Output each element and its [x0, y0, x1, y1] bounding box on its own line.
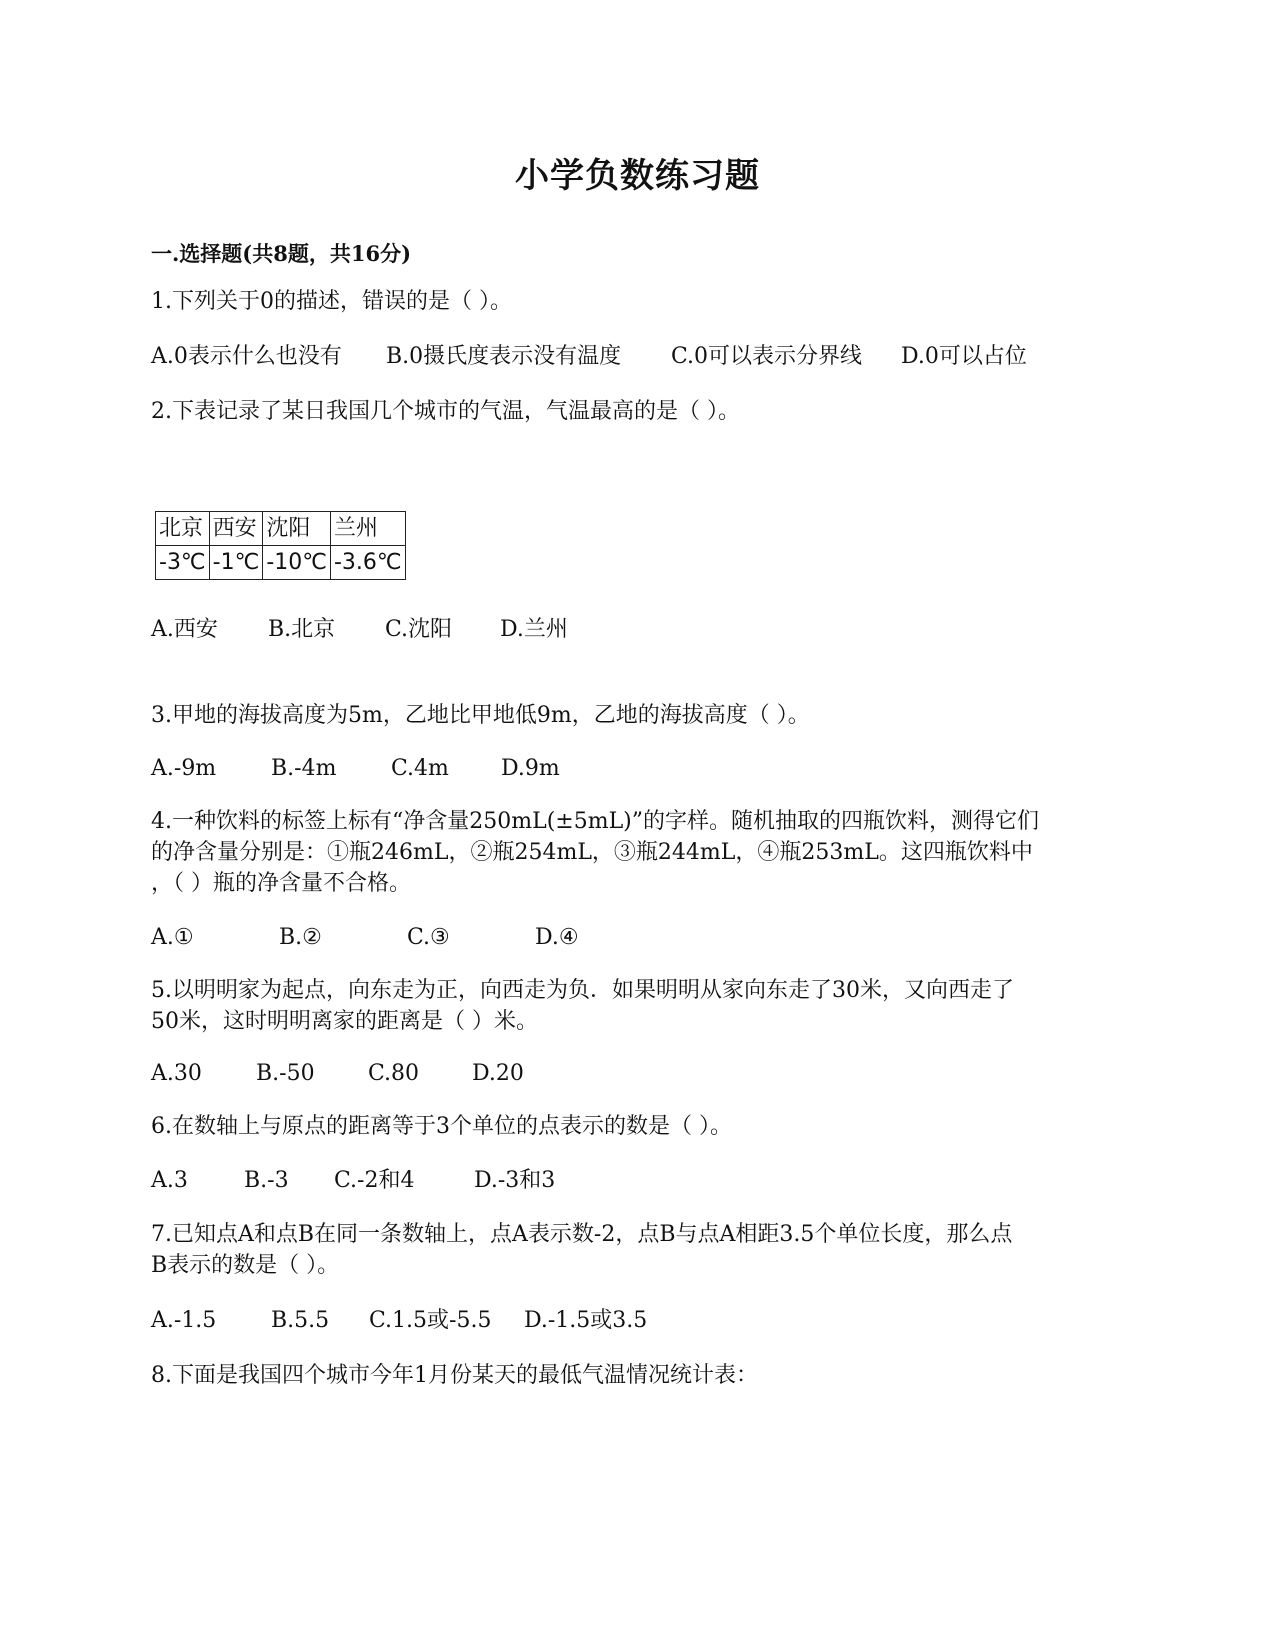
question-1-options [151, 341, 1027, 372]
table-cell: -1℃ [209, 546, 263, 580]
option-d: D.0可以占位 [901, 344, 1027, 369]
table-row-cities [156, 512, 406, 546]
question-4-stem-line-2: 的净含量分别是：①瓶246mL，②瓶254mL，③瓶244mL，④瓶253mL。这四瓶饮料中 [151, 840, 1033, 865]
question-8-stem: 8.下面是我国四个城市今年1月份某天的最低气温情况统计表： [151, 1363, 758, 1388]
option-c: C.0可以表示分界线 [671, 344, 863, 369]
question-5-options [151, 1058, 524, 1089]
question-2-options [151, 614, 568, 645]
table-row-temps [156, 546, 406, 580]
option-b: B.-3 [244, 1168, 289, 1193]
question-5-stem-line-2: 50米，这时明明离家的距离是（ ）米。 [151, 1009, 538, 1034]
option-a: A.30 [151, 1061, 202, 1086]
option-a: A.3 [151, 1168, 188, 1193]
question-5-stem-line-1: 5.以明明家为起点，向东走为正，向西走为负．如果明明从家向东走了30米，又向西走了 [151, 978, 1014, 1003]
question-4-stem-line-3: ，（ ）瓶的净含量不合格。 [151, 871, 411, 896]
table-cell: 沈阳 [263, 512, 331, 546]
option-a: A.西安 [151, 617, 218, 642]
option-d: D.9m [501, 756, 560, 781]
question-7-stem-line-1: 7.已知点A和点B在同一条数轴上，点A表示数-2，点B与点A相距3.5个单位长度，那么点 [151, 1222, 1013, 1247]
option-b: B.北京 [268, 617, 336, 642]
option-d: D.-1.5或3.5 [524, 1308, 648, 1333]
section-heading: 一.选择题(共8题，共16分) [151, 241, 412, 266]
option-d: D.20 [472, 1061, 524, 1086]
page-title: 小学负数练习题 [515, 156, 760, 196]
city-temperature-table [155, 511, 406, 580]
table-cell: -3.6℃ [330, 546, 405, 580]
table-cell: -10℃ [263, 546, 331, 580]
option-b: B.-50 [256, 1061, 315, 1086]
option-b: B.5.5 [271, 1308, 330, 1333]
option-a: A.① [151, 925, 194, 950]
option-b: B.0摄氏度表示没有温度 [386, 344, 622, 369]
option-c: C.③ [407, 925, 450, 950]
table-cell: 兰州 [330, 512, 405, 546]
table-cell: 西安 [209, 512, 263, 546]
table-cell: -3℃ [156, 546, 210, 580]
question-1-stem: 1.下列关于0的描述，错误的是（ ）。 [151, 289, 512, 314]
option-c: C.-2和4 [334, 1168, 415, 1193]
question-4-stem-line-1: 4.一种饮料的标签上标有“净含量250mL(±5mL)”的字样。随机抽取的四瓶饮料，测得它们 [151, 809, 1040, 834]
option-a: A.-1.5 [151, 1308, 217, 1333]
table-cell: 北京 [156, 512, 210, 546]
option-c: C.4m [391, 756, 449, 781]
question-7-options [151, 1305, 647, 1336]
option-d: D.兰州 [500, 617, 568, 642]
option-b: B.-4m [271, 756, 337, 781]
option-d: D.④ [535, 925, 579, 950]
question-2-stem: 2.下表记录了某日我国几个城市的气温，气温最高的是（ ）。 [151, 399, 740, 424]
option-d: D.-3和3 [474, 1168, 556, 1193]
question-6-stem: 6.在数轴上与原点的距离等于3个单位的点表示的数是（ ）。 [151, 1114, 732, 1139]
option-c: C.80 [368, 1061, 420, 1086]
option-a: A.-9m [151, 756, 217, 781]
question-7-stem-line-2: B表示的数是（ ）。 [151, 1253, 340, 1278]
question-4-options [151, 922, 579, 953]
question-3-options [151, 753, 560, 784]
question-6-options [151, 1165, 555, 1196]
option-a: A.0表示什么也没有 [151, 344, 342, 369]
option-c: C.1.5或-5.5 [369, 1308, 492, 1333]
option-c: C.沈阳 [385, 617, 453, 642]
question-3-stem: 3.甲地的海拔高度为5m，乙地比甲地低9m，乙地的海拔高度（ ）。 [151, 703, 810, 728]
option-b: B.② [279, 925, 322, 950]
